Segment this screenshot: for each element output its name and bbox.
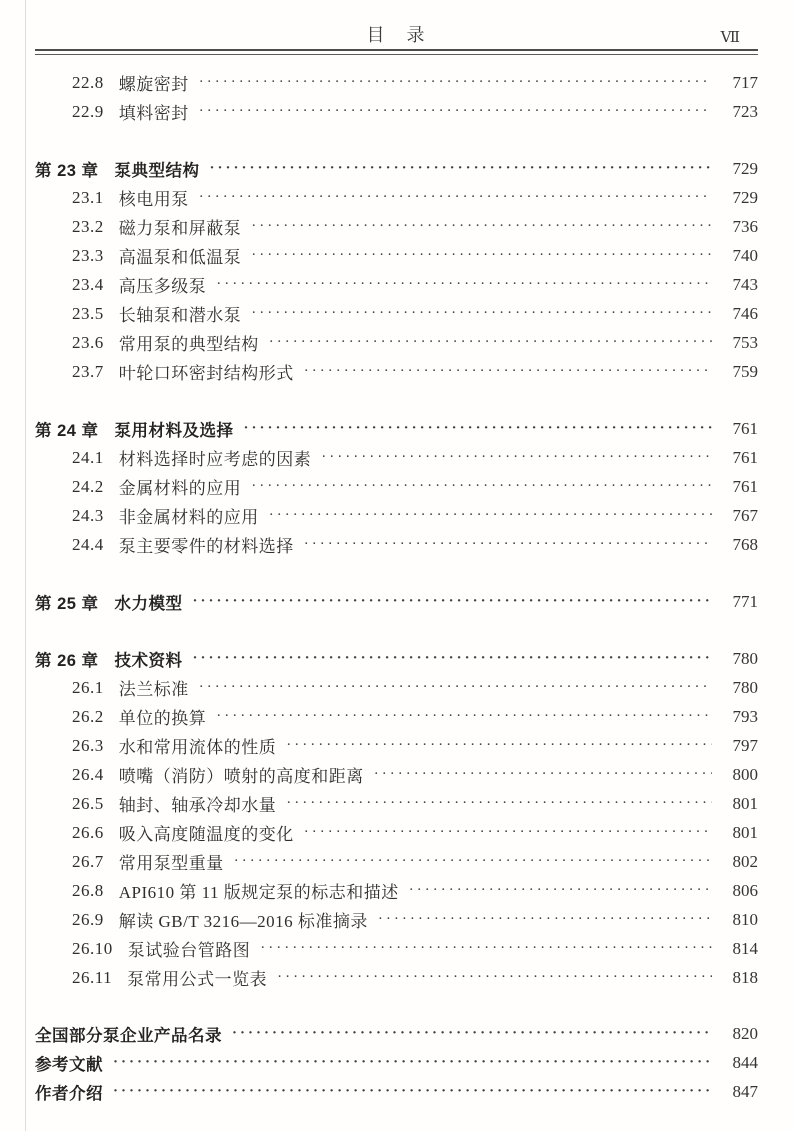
- toc-entry: [35, 702, 758, 731]
- toc-entry: [35, 905, 758, 934]
- toc-entry-page: 810: [732, 909, 758, 929]
- toc-entry-title: 磁力泵和屏蔽泵: [118, 219, 242, 238]
- toc-entry-number: 26.9: [72, 909, 104, 929]
- toc-entry-number: 22.9: [72, 101, 104, 121]
- toc-entry-title: 技术资料: [114, 651, 183, 670]
- scan-edge-line: [25, 0, 26, 1131]
- dot-leader: [269, 501, 712, 530]
- dot-leader: [286, 731, 712, 760]
- toc-entry: [35, 1048, 758, 1077]
- dot-leader: [216, 270, 712, 299]
- toc-entry-number: 26.1: [72, 677, 104, 697]
- toc-entry-number: 第 26 章: [35, 651, 99, 670]
- toc-entry: [35, 644, 758, 673]
- toc-entry: [35, 963, 758, 992]
- toc-entry-title: 水力模型: [114, 594, 183, 613]
- page-content: [35, 0, 758, 1106]
- toc-entry: [35, 501, 758, 530]
- toc-entry: [35, 673, 758, 702]
- dot-leader: [277, 963, 712, 992]
- toc-entry: [35, 472, 758, 501]
- toc-entry-number: 第 23 章: [35, 161, 99, 180]
- toc-entry: [35, 934, 758, 963]
- toc-entry: [35, 154, 758, 183]
- dot-leader: [216, 702, 712, 731]
- toc-entry-number: 22.8: [72, 72, 104, 92]
- toc-entry-page: 800: [732, 764, 758, 784]
- dot-leader: [409, 876, 712, 905]
- toc-entry-page: 780: [732, 648, 758, 668]
- dot-leader: [199, 68, 712, 97]
- toc-entry: [35, 1019, 758, 1048]
- toc-entry-page: 818: [732, 967, 758, 987]
- toc-entry: [35, 847, 758, 876]
- toc-entry-title: 轴封、轴承冷却水量: [118, 796, 277, 815]
- dot-leader: [304, 818, 712, 847]
- toc-entry-number: 26.8: [72, 880, 104, 900]
- toc-entry-title: 高压多级泵: [118, 277, 207, 296]
- toc-entry-page: 802: [732, 851, 758, 871]
- dot-leader: [251, 472, 712, 501]
- toc-list: [35, 55, 758, 1106]
- toc-entry: [35, 357, 758, 386]
- toc-entry-title: 核电用泵: [118, 190, 189, 209]
- toc-entry-title: 常用泵的典型结构: [118, 335, 259, 354]
- toc-entry-number: 第 24 章: [35, 421, 99, 440]
- toc-entry: [35, 789, 758, 818]
- toc-entry-number: 24.4: [72, 534, 104, 554]
- toc-entry-title: 高温泵和低温泵: [118, 248, 242, 267]
- toc-entry-title: 吸入高度随温度的变化: [118, 825, 294, 844]
- toc-entry-number: 26.4: [72, 764, 104, 784]
- toc-entry-page: 801: [732, 793, 758, 813]
- dot-leader: [193, 587, 712, 616]
- toc-entry-number: 24.3: [72, 505, 104, 525]
- toc-entry: [35, 443, 758, 472]
- toc-entry: [35, 530, 758, 559]
- dot-leader: [199, 183, 712, 212]
- toc-entry-title: 泵主要零件的材料选择: [118, 537, 294, 556]
- dot-leader: [232, 1019, 712, 1048]
- toc-entry-page: 814: [732, 938, 758, 958]
- dot-leader: [210, 154, 712, 183]
- dot-leader: [378, 905, 712, 934]
- toc-entry-page: 729: [732, 158, 758, 178]
- toc-entry-title: 材料选择时应考虑的因素: [118, 450, 312, 469]
- dot-leader: [199, 97, 712, 126]
- toc-entry: [35, 270, 758, 299]
- toc-entry-number: 第 25 章: [35, 594, 99, 613]
- toc-entry-page: 761: [732, 476, 758, 496]
- toc-entry-title: 非金属材料的应用: [118, 508, 259, 527]
- toc-entry: [35, 241, 758, 270]
- dot-leader: [321, 443, 712, 472]
- toc-entry-page: 729: [732, 187, 758, 207]
- toc-entry-page: 820: [732, 1023, 758, 1043]
- toc-entry-title: 喷嘴（消防）喷射的高度和距离: [118, 767, 364, 786]
- dot-leader: [304, 357, 712, 386]
- dot-leader: [244, 414, 712, 443]
- toc-entry-page: 847: [732, 1081, 758, 1101]
- toc-entry: [35, 1077, 758, 1106]
- toc-entry-page: 717: [732, 72, 758, 92]
- toc-entry-number: 23.6: [72, 332, 104, 352]
- toc-entry-title: 作者介绍: [35, 1084, 103, 1103]
- dot-leader: [260, 934, 712, 963]
- toc-entry-number: 26.10: [72, 938, 113, 958]
- toc-entry-number: 26.11: [72, 967, 113, 987]
- toc-entry-title: 泵典型结构: [114, 161, 200, 180]
- toc-entry-number: 23.3: [72, 245, 104, 265]
- toc-entry-page: 768: [732, 534, 758, 554]
- dot-leader: [286, 789, 712, 818]
- toc-entry-number: 23.4: [72, 274, 104, 294]
- toc-entry-page: 797: [732, 735, 758, 755]
- toc-entry-page: 844: [732, 1052, 758, 1072]
- toc-entry-page: 746: [732, 303, 758, 323]
- dot-leader: [199, 673, 712, 702]
- dot-leader: [113, 1048, 712, 1077]
- toc-entry-title: 长轴泵和潜水泵: [118, 306, 242, 325]
- toc-entry-title: 水和常用流体的性质: [118, 738, 277, 757]
- toc-entry-title: 全国部分泵企业产品名录: [35, 1026, 222, 1045]
- toc-entry-title: 常用泵型重量: [118, 854, 224, 873]
- toc-entry-number: 26.3: [72, 735, 104, 755]
- toc-entry-number: 26.6: [72, 822, 104, 842]
- toc-entry: [35, 587, 758, 616]
- toc-entry: [35, 414, 758, 443]
- toc-entry: [35, 760, 758, 789]
- toc-entry-title: 参考文献: [35, 1055, 103, 1074]
- toc-entry-title: 泵用材料及选择: [114, 421, 234, 440]
- toc-entry-page: 736: [732, 216, 758, 236]
- dot-leader: [251, 299, 712, 328]
- toc-entry-number: 23.2: [72, 216, 104, 236]
- dot-leader: [113, 1077, 712, 1106]
- toc-entry-page: 780: [732, 677, 758, 697]
- toc-entry-page: 801: [732, 822, 758, 842]
- page-header: [35, 0, 758, 45]
- toc-entry-title: API610 第 11 版规定泵的标志和描述: [118, 883, 399, 902]
- toc-entry-title: 单位的换算: [118, 709, 207, 728]
- toc-entry-page: 793: [732, 706, 758, 726]
- toc-entry-title: 填料密封: [118, 104, 189, 123]
- dot-leader: [234, 847, 712, 876]
- toc-entry-number: 23.7: [72, 361, 104, 381]
- toc-entry-number: 24.1: [72, 447, 104, 467]
- toc-entry: [35, 731, 758, 760]
- dot-leader: [374, 760, 712, 789]
- toc-entry-number: 23.1: [72, 187, 104, 207]
- dot-leader: [304, 530, 712, 559]
- toc-entry-number: 26.2: [72, 706, 104, 726]
- toc-header-title: 目 录: [366, 25, 427, 45]
- toc-entry-page: 806: [732, 880, 758, 900]
- dot-leader: [251, 241, 712, 270]
- dot-leader: [193, 644, 712, 673]
- toc-entry-page: 759: [732, 361, 758, 381]
- toc-entry-title: 法兰标准: [118, 680, 189, 699]
- toc-entry-title: 螺旋密封: [118, 75, 189, 94]
- toc-entry-number: 26.5: [72, 793, 104, 813]
- toc-entry: [35, 818, 758, 847]
- toc-entry-page: 723: [732, 101, 758, 121]
- toc-entry: [35, 183, 758, 212]
- toc-entry-title: 解读 GB/T 3216—2016 标准摘录: [118, 912, 368, 931]
- toc-entry: [35, 328, 758, 357]
- toc-entry-title: 泵常用公式一览表: [127, 970, 268, 989]
- toc-entry: [35, 212, 758, 241]
- dot-leader: [251, 212, 712, 241]
- toc-entry-page: 740: [732, 245, 758, 265]
- toc-entry-page: 761: [732, 447, 758, 467]
- toc-entry-title: 泵试验台管路图: [127, 941, 251, 960]
- toc-entry: [35, 876, 758, 905]
- toc-entry-page: 761: [732, 418, 758, 438]
- toc-entry-title: 叶轮口环密封结构形式: [118, 364, 294, 383]
- toc-entry-number: 23.5: [72, 303, 104, 323]
- toc-entry-page: 753: [732, 332, 758, 352]
- toc-entry-page: 767: [732, 505, 758, 525]
- toc-entry: [35, 97, 758, 126]
- header-page-number: Ⅶ: [720, 30, 740, 46]
- toc-entry-page: 771: [732, 591, 758, 611]
- toc-entry-number: 24.2: [72, 476, 104, 496]
- toc-entry: [35, 299, 758, 328]
- toc-entry-number: 26.7: [72, 851, 104, 871]
- toc-entry: [35, 68, 758, 97]
- toc-entry-title: 金属材料的应用: [118, 479, 242, 498]
- toc-entry-page: 743: [732, 274, 758, 294]
- dot-leader: [269, 328, 712, 357]
